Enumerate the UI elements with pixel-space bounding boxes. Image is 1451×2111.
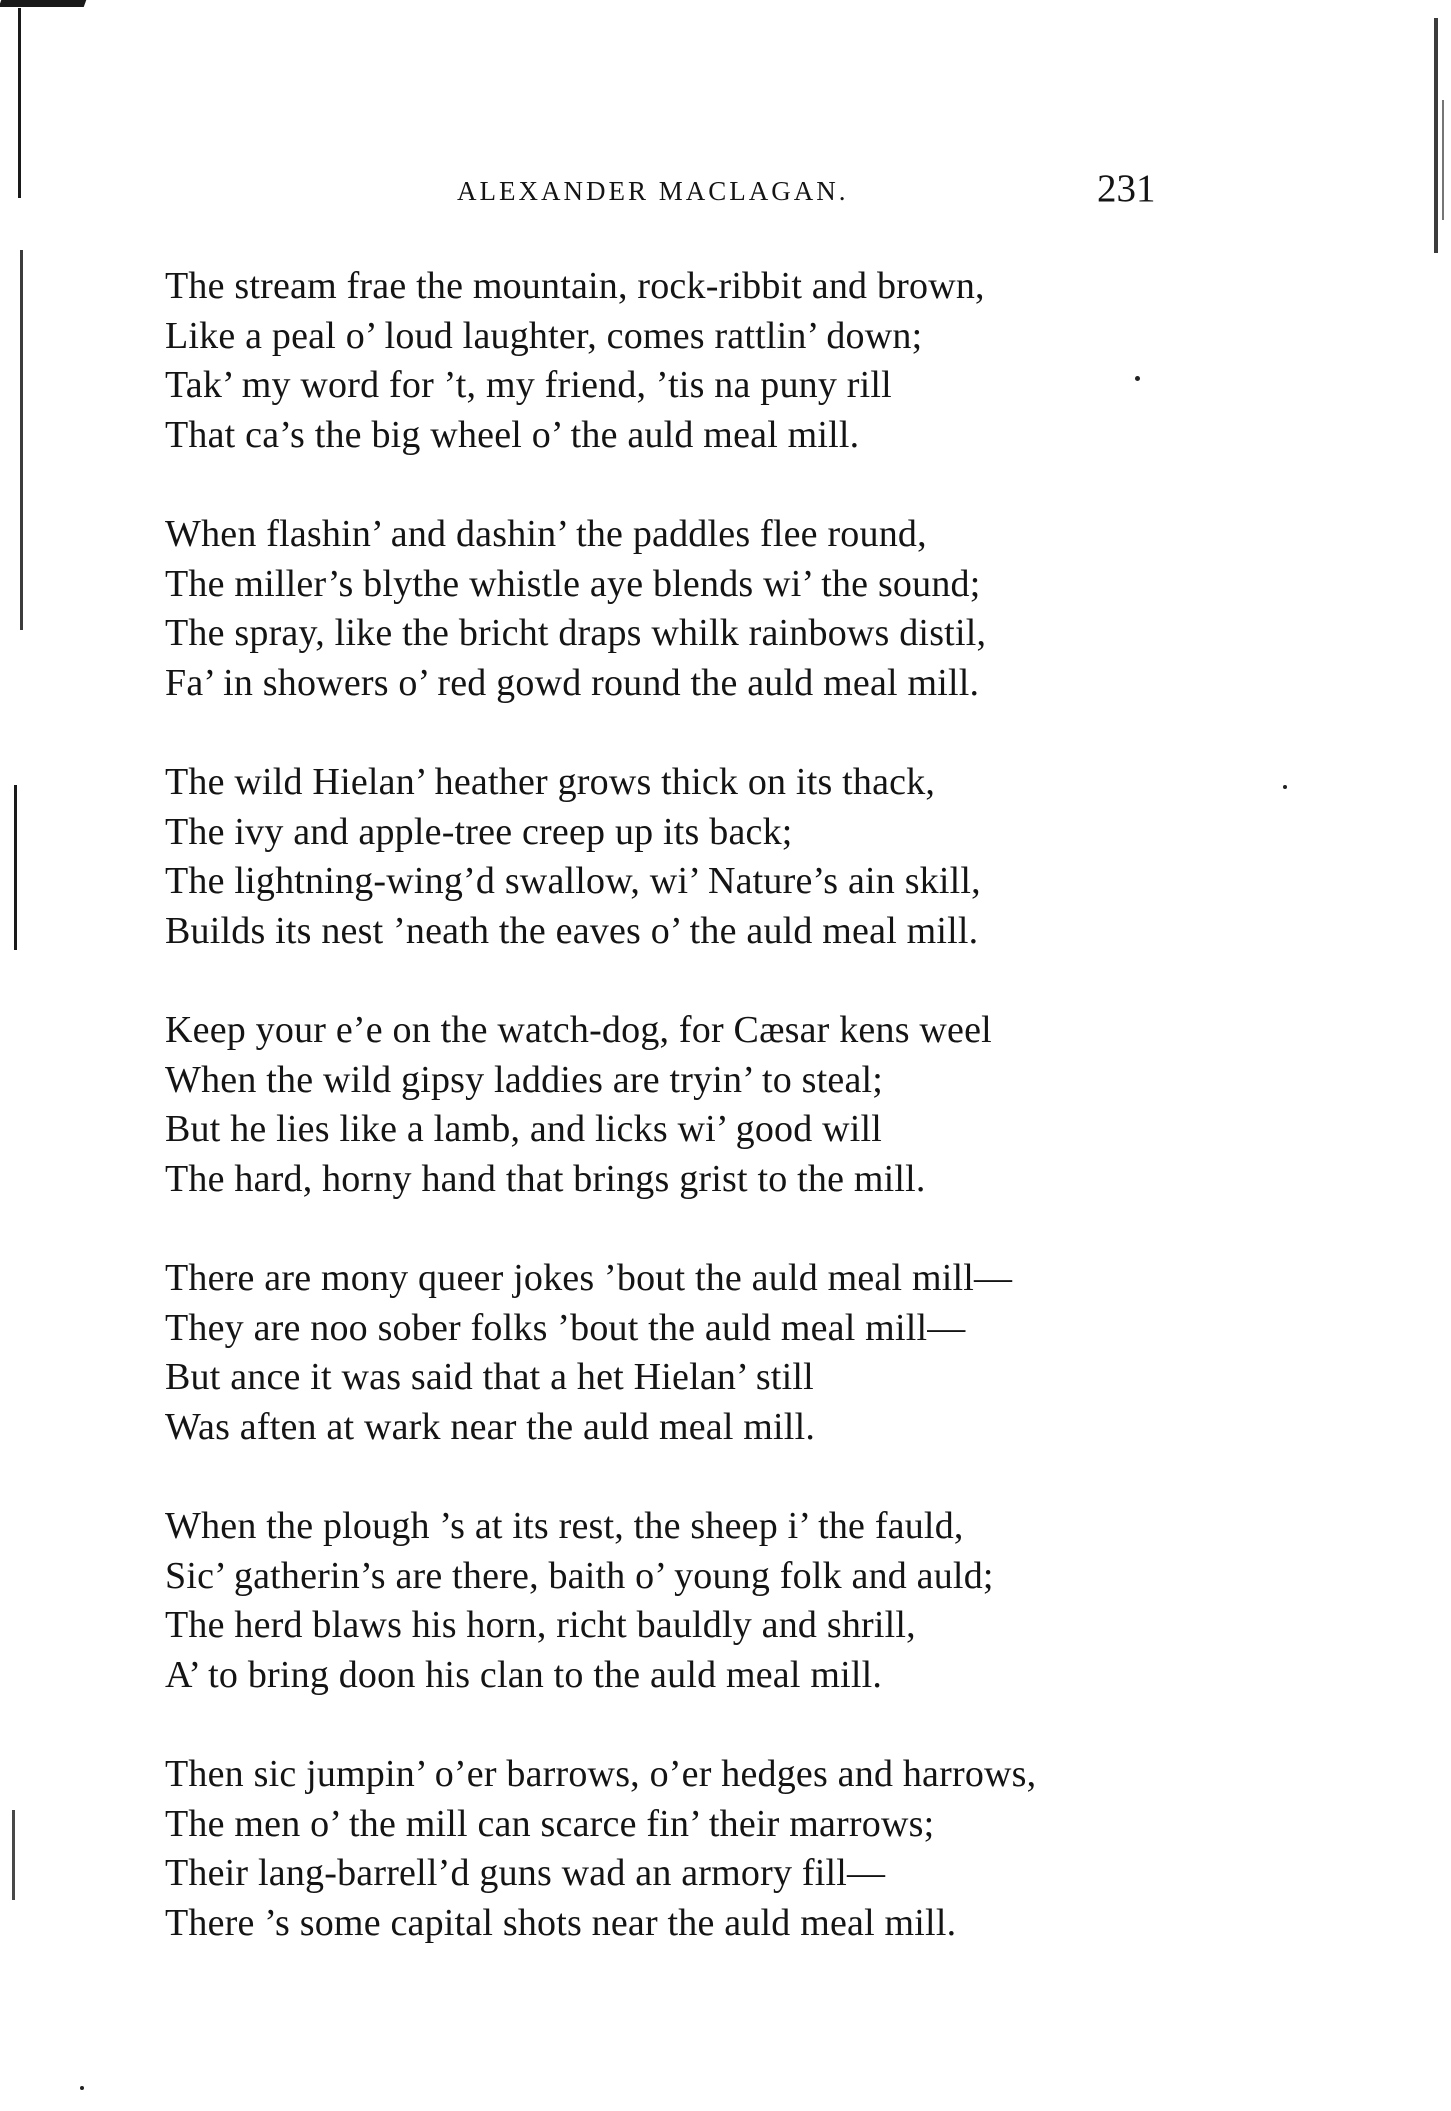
poem-line: A’ to bring doon his clan to the auld meal mill. xyxy=(165,1653,883,1696)
right-edge-line xyxy=(1434,18,1438,253)
poem-line: When flashin’ and dashin’ the paddles flee round, xyxy=(165,513,927,555)
running-head: ALEXANDER MACLAGAN. xyxy=(457,176,849,206)
stanza xyxy=(165,1006,1205,1204)
poem-line: The herd blaws his horn, richt bauldly and shrill, xyxy=(165,1604,916,1646)
poem-line: Then sic jumpin’ o’er barrows, o’er hedges and harrows, xyxy=(165,1753,1037,1795)
stanza xyxy=(165,758,1205,956)
stanza xyxy=(165,1750,1205,1948)
poem-line: The wild Hielan’ heather grows thick on its thack, xyxy=(165,761,936,803)
right-edge-line-thin xyxy=(1442,100,1444,220)
poem-line: Sic’ gatherin’s are there, baith o’ young folk and auld; xyxy=(165,1554,994,1597)
poem-body xyxy=(165,262,1205,1998)
ink-speck xyxy=(1283,785,1287,789)
poem-line: When the plough ’s at its rest, the sheep i’ the fauld, xyxy=(165,1505,964,1547)
poem-line: There ’s some capital shots near the auld meal mill. xyxy=(165,1901,957,1944)
stanza xyxy=(165,510,1205,708)
poem-line: Was aften at wark near the auld meal mill. xyxy=(165,1405,816,1448)
stanza xyxy=(165,1502,1205,1700)
left-edge-line-2 xyxy=(20,250,23,630)
poem-line: Like a peal o’ loud laughter, comes rattlin’ down; xyxy=(165,314,923,357)
poem-line: But ance it was said that a het Hielan’ still xyxy=(165,1356,814,1398)
poem-line: The hard, horny hand that brings grist to the mill. xyxy=(165,1157,926,1200)
poem-line: The stream frae the mountain, rock-ribbit and brown, xyxy=(165,265,985,307)
page-number: 231 xyxy=(1097,167,1156,210)
poem-line: The lightning-wing’d swallow, wi’ Nature’s ain skill, xyxy=(165,860,981,902)
poem-line: Fa’ in showers o’ red gowd round the auld meal mill. xyxy=(165,661,980,704)
poem-line: Tak’ my word for ’t, my friend, ’tis na puny rill xyxy=(165,364,892,406)
poem-line: When the wild gipsy laddies are tryin’ to steal; xyxy=(165,1058,884,1101)
page-header xyxy=(170,166,1170,216)
poem-line: Keep your e’e on the watch-dog, for Cæsar kens weel xyxy=(165,1009,992,1051)
left-edge-line-1 xyxy=(18,8,21,198)
stanza xyxy=(165,1254,1205,1452)
left-edge-shadow-top xyxy=(0,0,86,7)
ink-speck xyxy=(80,2086,84,2090)
poem-line: That ca’s the big wheel o’ the auld meal mill. xyxy=(165,413,860,456)
left-edge-line-3 xyxy=(14,785,17,950)
poem-line: They are noo sober folks ’bout the auld meal mill— xyxy=(165,1306,966,1349)
poem-line: The men o’ the mill can scarce fin’ their marrows; xyxy=(165,1802,935,1845)
poem-line: Builds its nest ’neath the eaves o’ the auld meal mill. xyxy=(165,909,979,952)
poem-line: The ivy and apple-tree creep up its back; xyxy=(165,810,793,853)
poem-line: The miller’s blythe whistle aye blends wi’ the sound; xyxy=(165,562,981,605)
stanza xyxy=(165,262,1205,460)
poem-line: Their lang-barrell’d guns wad an armory fill— xyxy=(165,1852,886,1894)
poem-line: But he lies like a lamb, and licks wi’ good will xyxy=(165,1108,883,1150)
left-edge-line-4 xyxy=(12,1810,15,1900)
poem-line: The spray, like the bricht draps whilk rainbows distil, xyxy=(165,612,987,654)
poem-line: There are mony queer jokes ’bout the auld meal mill— xyxy=(165,1257,1013,1299)
